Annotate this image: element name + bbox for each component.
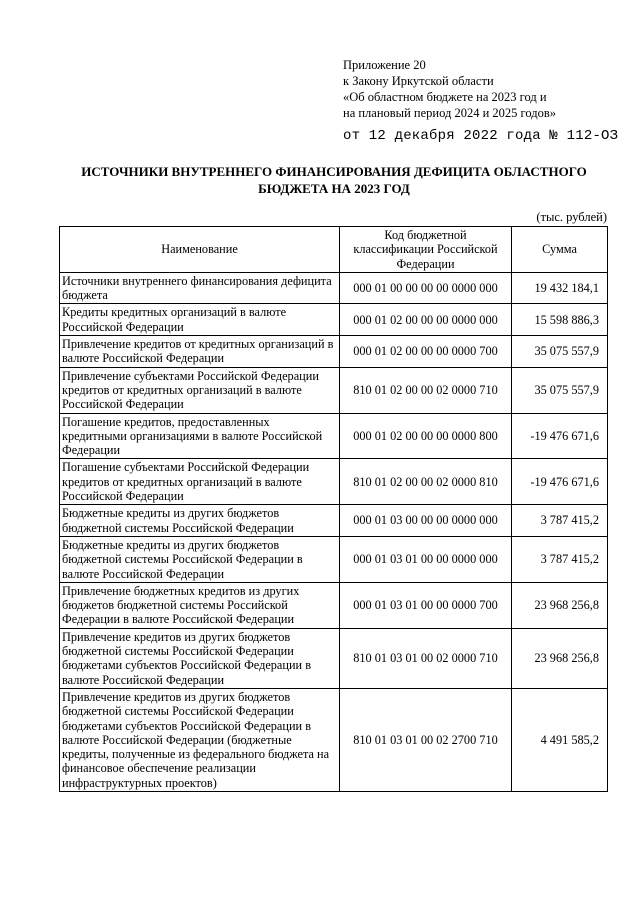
appendix-line: «Об областном бюджете на 2023 год и [343, 90, 547, 104]
table-row [60, 536, 608, 582]
units-label: (тыс. рублей) [536, 210, 607, 224]
table-row [60, 505, 608, 537]
row-sum: 15 598 886,3 [512, 304, 608, 336]
row-code: 000 01 03 01 00 00 0000 000 [340, 536, 512, 582]
row-code: 810 01 02 00 00 02 0000 710 [340, 367, 512, 413]
row-sum: 3 787 415,2 [512, 536, 608, 582]
table-row [60, 628, 608, 688]
table-row [60, 459, 608, 505]
row-code: 000 01 00 00 00 00 0000 000 [340, 272, 512, 304]
appendix-block [343, 57, 556, 121]
row-code: 810 01 03 01 00 02 2700 710 [340, 688, 512, 791]
row-code: 000 01 02 00 00 00 0000 700 [340, 336, 512, 368]
row-name: Погашение субъектами Российской Федерации кредитов от кредитных организаций в валюте Российской Федерации [60, 459, 340, 505]
row-sum: 35 075 557,9 [512, 336, 608, 368]
row-name: Кредиты кредитных организаций в валюте Российской Федерации [60, 304, 340, 336]
row-code: 000 01 03 00 00 00 0000 000 [340, 505, 512, 537]
row-sum: -19 476 671,6 [512, 413, 608, 459]
row-name: Погашение кредитов, предоставленных кредитными организациями в валюте Российской Федерации [60, 413, 340, 459]
table-header-row [60, 227, 608, 273]
document-title: ИСТОЧНИКИ ВНУТРЕННЕГО ФИНАНСИРОВАНИЯ ДЕФИЦИТА ОБЛАСТНОГО БЮДЖЕТА НА 2023 ГОД [81, 164, 587, 196]
row-name: Привлечение кредитов от кредитных организаций в валюте Российской Федерации [60, 336, 340, 368]
row-name: Привлечение кредитов из других бюджетов бюджетной системы Российской Федерации бюджетами субъектов Российской Федерации в валюте Российской Федерации (бюджетные кредиты, полученные из федерального бюджета на финансовое обеспечение реализации инфраструктурных проектов) [60, 688, 340, 791]
financing-table [59, 226, 608, 792]
decree-stamp: от 12 декабря 2022 года № 112-ОЗ [343, 128, 619, 144]
appendix-line: Приложение 20 [343, 58, 426, 72]
row-code: 000 01 02 00 00 00 0000 000 [340, 304, 512, 336]
row-sum: 35 075 557,9 [512, 367, 608, 413]
row-name: Привлечение кредитов из других бюджетов бюджетной системы Российской Федерации бюджетами субъектов Российской Федерации в валюте Российской Федерации [60, 628, 340, 688]
row-sum: 19 432 184,1 [512, 272, 608, 304]
row-sum: -19 476 671,6 [512, 459, 608, 505]
row-name: Бюджетные кредиты из других бюджетов бюджетной системы Российской Федерации [60, 505, 340, 537]
table-row [60, 272, 608, 304]
table-row [60, 413, 608, 459]
table-row [60, 582, 608, 628]
table-row [60, 304, 608, 336]
row-name: Бюджетные кредиты из других бюджетов бюджетной системы Российской Федерации в валюте Российской Федерации [60, 536, 340, 582]
row-code: 000 01 03 01 00 00 0000 700 [340, 582, 512, 628]
table-row [60, 367, 608, 413]
appendix-line: к Закону Иркутской области [343, 74, 494, 88]
header-name: Наименование [60, 227, 340, 273]
table-row [60, 336, 608, 368]
table-row [60, 688, 608, 791]
row-code: 000 01 02 00 00 00 0000 800 [340, 413, 512, 459]
header-sum: Сумма [512, 227, 608, 273]
row-name: Привлечение бюджетных кредитов из других бюджетов бюджетной системы Российской Федерации в валюте Российской Федерации [60, 582, 340, 628]
row-name: Привлечение субъектами Российской Федерации кредитов от кредитных организаций в валюте Российской Федерации [60, 367, 340, 413]
row-name: Источники внутреннего финансирования дефицита бюджета [60, 272, 340, 304]
row-code: 810 01 03 01 00 02 0000 710 [340, 628, 512, 688]
appendix-line: на плановый период 2024 и 2025 годов» [343, 106, 556, 120]
row-sum: 4 491 585,2 [512, 688, 608, 791]
row-sum: 23 968 256,8 [512, 628, 608, 688]
row-code: 810 01 02 00 00 02 0000 810 [340, 459, 512, 505]
header-code: Код бюджетной классификации Российской Федерации [340, 227, 512, 273]
row-sum: 3 787 415,2 [512, 505, 608, 537]
row-sum: 23 968 256,8 [512, 582, 608, 628]
